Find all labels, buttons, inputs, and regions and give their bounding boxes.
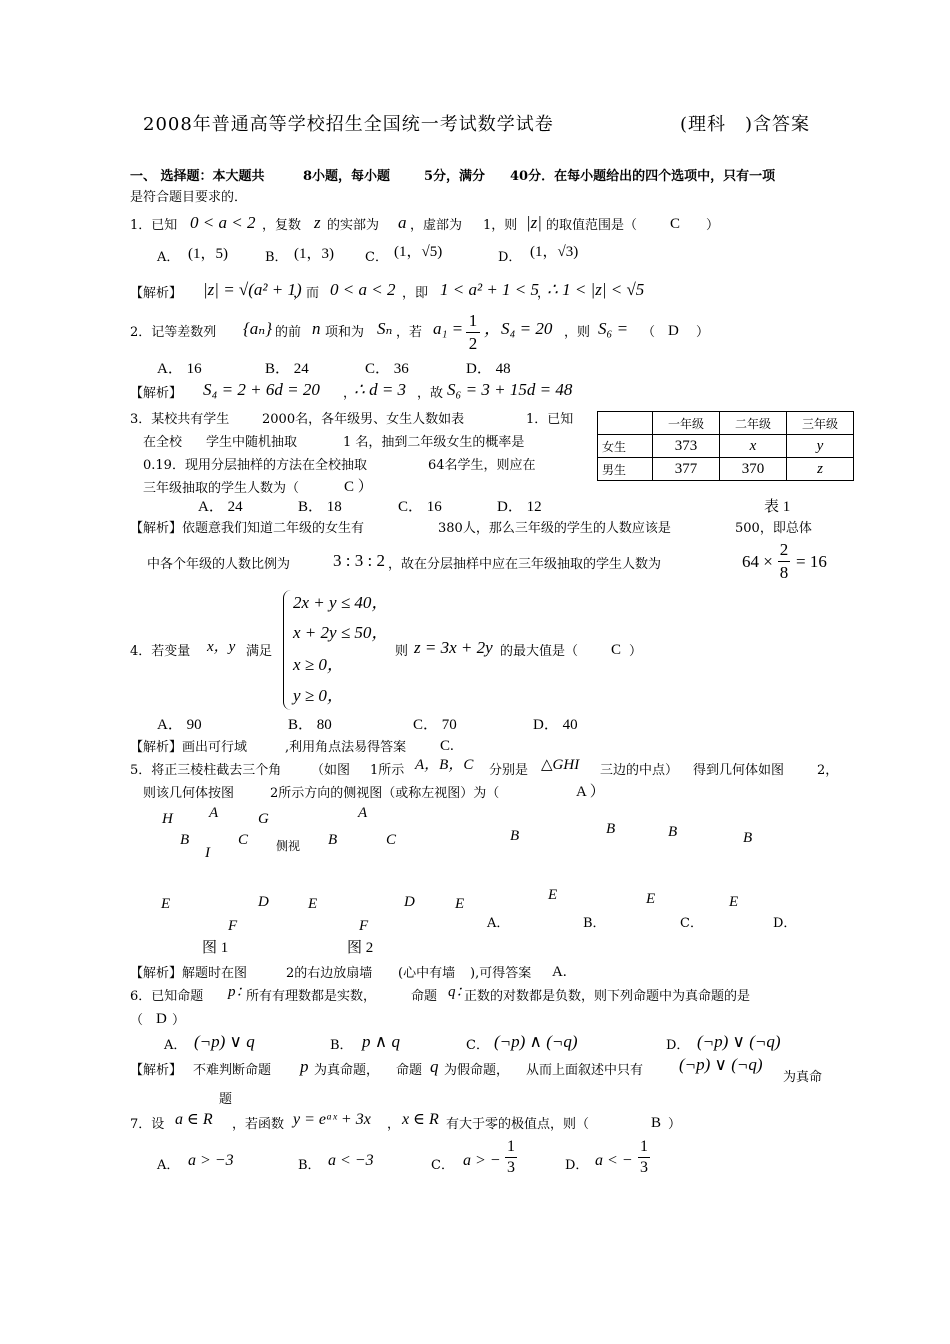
q5-figure1-caption: 图 1	[202, 940, 229, 956]
q7-option-a: a > −3	[188, 1152, 234, 1169]
fig-label: D	[404, 894, 415, 910]
q2-half	[466, 311, 480, 354]
q3-stem: 64名学生，则应在	[428, 458, 536, 473]
table-cell	[598, 412, 653, 435]
q4-constraint: x + 2y ≤ 50，	[293, 623, 389, 642]
q5-stem: 分别是	[489, 763, 529, 778]
q5-stem: 2，	[817, 763, 839, 778]
q2-option-d: D． 48	[466, 361, 511, 377]
q7-stem: ，若函数	[232, 1117, 285, 1132]
table-cell: 三年级	[787, 412, 854, 435]
q5-stem: 得到几何体如图	[693, 763, 785, 778]
q3-stem: 三年级抽取的学生人数为（	[143, 481, 300, 496]
q6-option-a: (¬p) ∨ q	[194, 1032, 255, 1051]
q6-option-d-label: D．	[666, 1038, 690, 1053]
q3-stem: 0.19．现用分层抽样的方法在全校抽取	[143, 458, 367, 473]
q3-frac-num: 2	[779, 540, 789, 559]
q6-q: q：	[448, 984, 471, 1000]
q7-option-a-label: A．	[157, 1158, 180, 1173]
q5-stem: 则该几何体按图	[143, 786, 235, 801]
q1-option-b-label: B．	[265, 250, 288, 265]
section-header: 一、 选择题：本大题共	[130, 169, 265, 184]
table-row	[598, 458, 854, 481]
table-cell: y	[787, 435, 854, 458]
q4-solution: 【解析】画出可行域	[130, 740, 248, 755]
fig-label: B	[668, 824, 678, 840]
q5-stem: （如图	[311, 763, 351, 778]
q6-solution-q: q	[430, 1057, 439, 1076]
section-header: 是符合题目要求的．	[130, 190, 248, 205]
q3-fraction	[778, 540, 790, 583]
q2-stem: ，若	[396, 325, 423, 340]
q6-solution: 为假命题，	[444, 1063, 510, 1078]
table-cell: 370	[720, 458, 787, 481]
q4-stem: 的最大值是（	[500, 644, 579, 659]
q2-a1: a₁ =	[433, 319, 464, 338]
q4-constraint: y ≥ 0，	[293, 686, 344, 705]
q3-table-label: 表 1	[764, 499, 791, 515]
q6-stem: 所有有理数都是实数，	[246, 989, 377, 1004]
q2-option-b: B． 24	[265, 361, 309, 377]
q5-solution: 2的右边放扇墙	[286, 966, 373, 981]
q2-stem: ，则	[564, 325, 591, 340]
system-brace	[283, 590, 292, 710]
q4-option-a: A． 90	[157, 717, 202, 733]
q3-option-d: D． 12	[497, 499, 542, 515]
fig-label: B	[606, 821, 616, 837]
frac-den: 3	[640, 1159, 648, 1176]
q4-stem: 4．若变量	[130, 644, 191, 659]
section-header: 40分．在每小题给出的四个选项中，只有一项	[510, 169, 776, 184]
table-cell: 女生	[598, 435, 653, 458]
q1-solution-math: ∴ 1 < |z| < √5	[547, 280, 645, 299]
q1-option-d-label: D．	[498, 250, 522, 265]
table-row	[598, 435, 854, 458]
q2-solution-math: S₄ = 2 + 6d = 20	[203, 380, 320, 399]
q4-xy: x，y	[207, 639, 236, 655]
q5-answer: A ）	[576, 784, 605, 800]
q3-grade-table	[597, 411, 854, 481]
q6-solution: 为真命	[783, 1070, 823, 1085]
q5-solution: 【解析】解题时在图	[130, 966, 248, 981]
q5-figure2-caption: 图 2	[347, 940, 374, 956]
q7-stem: 有大于零的极值点，则（	[446, 1117, 590, 1132]
q1-stem: 1，则	[483, 218, 518, 233]
q6-stem: 正数的对数都是负数，则下列命题中为真命题的是	[464, 989, 751, 1004]
q2-stem: （	[642, 325, 656, 340]
q6-solution: 为真命题，	[314, 1063, 380, 1078]
q6-option-a-label: A．	[164, 1038, 187, 1053]
q3-option-c: C． 16	[398, 499, 442, 515]
q7-xR: x ∈ R	[402, 1111, 439, 1128]
q3-solution: ，故在分层抽样中应在三年级抽取的学生人数为	[388, 557, 662, 572]
q2-option-a: A． 16	[157, 361, 202, 377]
q3-stem: 学生中随机抽取	[206, 435, 298, 450]
fig-label: E	[646, 891, 656, 907]
q2-half-den: 2	[468, 334, 478, 353]
q3-solution: 380人，那么三年级的学生的人数应该是	[438, 521, 671, 536]
q2-solution: ，	[343, 386, 357, 401]
q6-option-c-label: C．	[466, 1038, 489, 1053]
q1-solution-math: 0 < a < 2	[330, 280, 396, 299]
q4-objective: z = 3x + 2y	[414, 638, 493, 657]
q6-close: ）	[172, 1013, 186, 1028]
q1-stem: ，虚部为	[410, 218, 463, 233]
q1-a: a	[398, 213, 407, 232]
q6-solution: 题	[219, 1092, 233, 1107]
q5-stem: 三边的中点）	[600, 763, 679, 778]
fig-label: B	[328, 832, 338, 848]
table-cell: 一年级	[653, 412, 720, 435]
q2-answer: D	[668, 323, 679, 339]
q3-stem: 在全校	[143, 435, 183, 450]
q6-solution: 从而上面叙述中只有	[526, 1063, 644, 1078]
q3-calc: = 16	[796, 552, 827, 571]
q1-stem: 的实部为	[327, 218, 380, 233]
q1-stem: ，复数	[262, 218, 302, 233]
q4-solution: C.	[440, 738, 454, 754]
q6-option-d: (¬p) ∨ (¬q)	[697, 1032, 781, 1051]
q6-solution-math: (¬p) ∨ (¬q)	[679, 1055, 763, 1074]
q4-constraint: 2x + y ≤ 40，	[293, 593, 389, 612]
q7-option-d-fraction	[638, 1138, 650, 1177]
q5-solution: (心中有墙	[398, 966, 456, 981]
q7-option-c-label: C．	[431, 1158, 454, 1173]
q1-option-a: (1，5)	[188, 246, 228, 262]
q1-solution: ，而	[293, 286, 320, 301]
q3-solution: 500，即总体	[735, 521, 812, 536]
fig-label: D	[258, 894, 269, 910]
q3-ratio: 3 : 3 : 2	[333, 551, 385, 570]
q5-option-d: D．	[773, 916, 797, 931]
q2-solution: 【解析】	[130, 386, 183, 401]
q1-solution: ，即	[402, 286, 429, 301]
q5-stem: 2所示方向的侧视图（或称左视图）为（	[270, 786, 500, 801]
q2-s: Sₙ	[377, 319, 393, 338]
q6-option-b: p ∧ q	[362, 1032, 400, 1051]
q7-stem: 7．设	[130, 1117, 165, 1132]
q1-option-d: (1，√3)	[530, 244, 579, 260]
q5-option-a: A．	[487, 916, 510, 931]
q1-option-c-label: C．	[365, 250, 388, 265]
q5-stem: 5．将正三棱柱截去三个角	[130, 763, 282, 778]
fig-label: B	[743, 830, 753, 846]
q2-s4: ，S₄ = 20	[484, 319, 553, 338]
q5-points: A，B，C	[415, 757, 474, 773]
fig-label: I	[205, 845, 210, 861]
fraction-bar	[505, 1157, 517, 1158]
q7-option-c: a > −	[463, 1152, 501, 1169]
side-view-label: 侧视	[276, 839, 301, 853]
q7-option-b-label: B．	[298, 1158, 321, 1173]
fig-label: E	[729, 894, 739, 910]
table-cell: z	[787, 458, 854, 481]
q5-stem: 1所示	[370, 763, 405, 778]
q7-stem: ，	[387, 1117, 401, 1132]
q2-solution-math: S₆ = 3 + 15d = 48	[447, 380, 573, 399]
table-header-row	[598, 412, 854, 435]
fraction-bar	[638, 1157, 650, 1158]
q4-stem: 满足	[246, 644, 273, 659]
q4-constraint: x ≥ 0，	[293, 655, 344, 674]
q5-triangle: △GHI	[541, 757, 580, 773]
q6-solution: 不难判断命题	[193, 1063, 272, 1078]
q1-answer: C	[670, 216, 681, 232]
q6-option-b-label: B．	[330, 1038, 353, 1053]
q1-solution-math: |z| = √(a² + 1)	[203, 280, 302, 299]
q2-stem: 的前	[275, 325, 302, 340]
q2-solution: ，故	[417, 386, 444, 401]
q3-option-a: A． 24	[198, 499, 243, 515]
q7-close: ）	[668, 1117, 682, 1132]
q6-answer: D	[156, 1011, 167, 1027]
q4-answer: C	[611, 642, 622, 658]
q3-solution: 【解析】依题意我们知道二年级的女生有	[130, 521, 365, 536]
q5-option-b: B．	[583, 916, 606, 931]
fig-label: C	[386, 832, 397, 848]
section-header: 5分，满分	[424, 169, 486, 184]
table-cell: 二年级	[720, 412, 787, 435]
fig-label: C	[238, 832, 249, 848]
q3-solution: 中各个年级的人数比例为	[147, 557, 291, 572]
table-cell: 373	[653, 435, 720, 458]
fraction-bar	[778, 561, 790, 562]
q2-solution-math: ∴ d = 3	[354, 380, 407, 399]
q1-option-c: (1，√5)	[394, 244, 443, 260]
q4-option-c: C． 70	[413, 717, 457, 733]
q2-stem: 2．记等差数列	[130, 325, 217, 340]
q6-stem: 6．已知命题	[130, 989, 204, 1004]
q2-s6: S₆ =	[598, 319, 629, 338]
table-cell: x	[720, 435, 787, 458]
q1-solution: ，	[537, 286, 551, 301]
q7-function: y = eᵃˣ + 3x	[293, 1111, 371, 1128]
page-subtitle: (理科 )含答案	[680, 114, 811, 135]
q2-stem: 项和为	[325, 325, 365, 340]
q2-option-c: C． 36	[365, 361, 409, 377]
q3-option-b: B． 18	[298, 499, 342, 515]
q5-option-c: C．	[680, 916, 703, 931]
q1-condition: 0 < a < 2	[190, 213, 256, 232]
frac-num: 1	[507, 1138, 515, 1155]
q3-answer: C ）	[344, 479, 373, 495]
fig-label: E	[308, 896, 318, 912]
q4-option-b: B． 80	[288, 717, 332, 733]
q7-option-d-label: D．	[565, 1158, 589, 1173]
q1-stem: 1．已知	[130, 218, 178, 233]
q6-stem: 命题	[411, 989, 438, 1004]
q2-n: n	[312, 319, 321, 338]
q1-close: ）	[706, 218, 720, 233]
q7-option-c-fraction	[505, 1138, 517, 1177]
q1-option-a-label: A．	[157, 250, 180, 265]
q6-option-c: (¬p) ∧ (¬q)	[494, 1032, 578, 1051]
fig-label: F	[359, 918, 369, 934]
q3-stem: 1．已知	[526, 412, 574, 427]
q3-calc: 64 ×	[742, 552, 773, 571]
q1-solution-math: 1 < a² + 1 < 5	[440, 280, 540, 299]
fig-label: H	[162, 811, 173, 827]
q3-stem: 3．某校共有学生	[130, 412, 230, 427]
q7-option-d: a < −	[595, 1152, 633, 1169]
q2-seq: {aₙ}	[243, 319, 272, 338]
fig-label: F	[228, 918, 238, 934]
q1-absz: |z|	[526, 213, 542, 232]
q4-solution: ,利用角点法易得答案	[285, 740, 407, 755]
page-title: 2008年普通高等学校招生全国统一考试数学试卷	[143, 114, 554, 135]
fig-label: B	[510, 828, 520, 844]
q3-stem: 2000名，各年级男、女生人数如表	[262, 412, 465, 427]
q1-solution: 【解析】	[130, 286, 183, 301]
q5-solution: ),可得答案	[470, 966, 532, 981]
q6-solution: 【解析】	[130, 1063, 183, 1078]
q3-stem: 1 名，抽到二年级女生的概率是	[343, 435, 525, 450]
q6-solution-p: p	[300, 1057, 309, 1076]
q3-frac-den: 8	[779, 563, 789, 582]
q6-p: p：	[228, 984, 251, 1000]
table-cell: 377	[653, 458, 720, 481]
fig-label: E	[455, 896, 465, 912]
fig-label: E	[548, 887, 558, 903]
fraction-bar	[466, 332, 480, 333]
q6-stem: （	[130, 1013, 144, 1028]
q7-answer: B	[651, 1115, 662, 1131]
q4-option-d: D． 40	[533, 717, 578, 733]
q2-half-num: 1	[468, 311, 478, 330]
q4-stem: 则	[395, 644, 409, 659]
fig-label: E	[161, 896, 171, 912]
fig-label: A	[358, 805, 368, 821]
q2-close: ）	[696, 325, 710, 340]
fig-label: A	[209, 805, 219, 821]
frac-num: 1	[640, 1138, 648, 1155]
q1-z: z	[314, 213, 321, 232]
q5-solution: A.	[552, 964, 567, 980]
section-header: 8小题，每小题	[303, 169, 391, 184]
frac-den: 3	[507, 1159, 515, 1176]
q6-solution: 命题	[396, 1063, 423, 1078]
q1-option-b: (1，3)	[294, 246, 334, 262]
q1-stem: 的取值范围是（	[546, 218, 638, 233]
q7-aR: a ∈ R	[175, 1111, 213, 1128]
fig-label: G	[258, 811, 269, 827]
q4-close: ）	[629, 644, 643, 659]
table-cell: 男生	[598, 458, 653, 481]
q7-option-b: a < −3	[328, 1152, 374, 1169]
fig-label: B	[180, 832, 190, 848]
